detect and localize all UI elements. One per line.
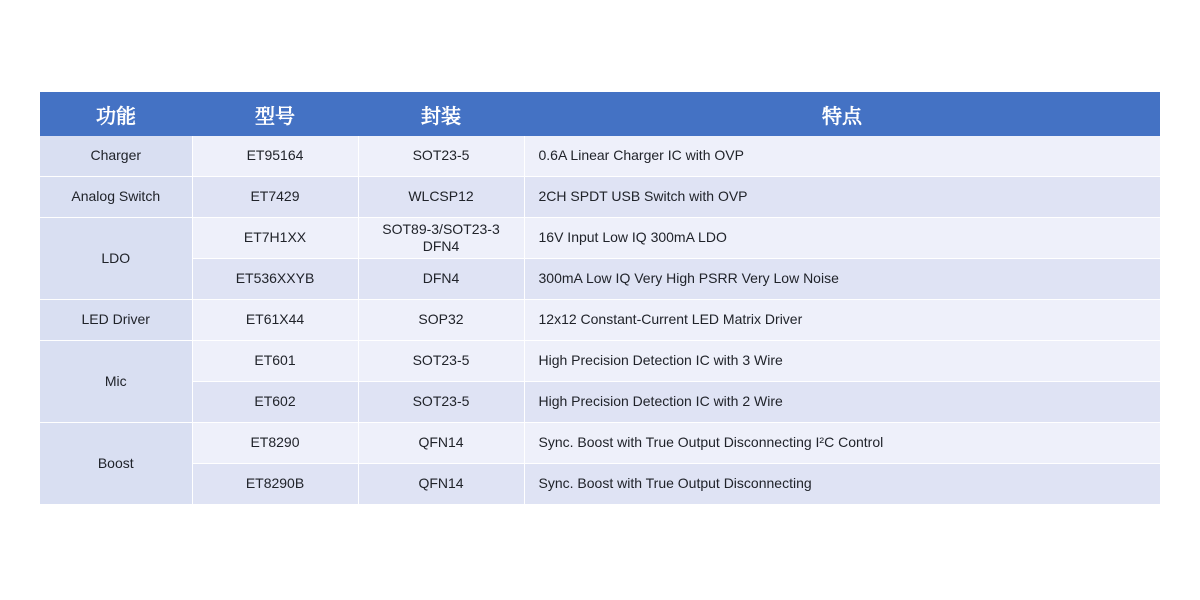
table-header-row	[40, 92, 1160, 136]
cell-model: ET601	[192, 341, 358, 382]
cell-feature: 16V Input Low IQ 300mA LDO	[524, 218, 1160, 259]
cell-model: ET8290	[192, 423, 358, 464]
cell-feature: High Precision Detection IC with 2 Wire	[524, 382, 1160, 423]
cell-feature: Sync. Boost with True Output Disconnecting	[524, 464, 1160, 505]
cell-feature: 12x12 Constant-Current LED Matrix Driver	[524, 300, 1160, 341]
column-header-model: 型号	[192, 92, 358, 136]
cell-function: Mic	[40, 341, 192, 423]
cell-package: SOP32	[358, 300, 524, 341]
cell-model: ET95164	[192, 136, 358, 177]
cell-package: WLCSP12	[358, 177, 524, 218]
cell-package: QFN14	[358, 423, 524, 464]
cell-feature: Sync. Boost with True Output Disconnecting I²C Control	[524, 423, 1160, 464]
cell-package: SOT23-5	[358, 341, 524, 382]
table-row	[40, 464, 1160, 505]
column-header-package: 封装	[358, 92, 524, 136]
cell-model: ET8290B	[192, 464, 358, 505]
cell-model: ET61X44	[192, 300, 358, 341]
cell-package: DFN4	[358, 259, 524, 300]
cell-function: Boost	[40, 423, 192, 505]
table-row	[40, 382, 1160, 423]
table-body	[40, 136, 1160, 505]
product-spec-table	[40, 92, 1161, 505]
cell-package: SOT89-3/SOT23-3 DFN4	[358, 218, 524, 259]
cell-package: SOT23-5	[358, 136, 524, 177]
table-row	[40, 423, 1160, 464]
cell-model: ET7H1XX	[192, 218, 358, 259]
cell-feature: 2CH SPDT USB Switch with OVP	[524, 177, 1160, 218]
table-row	[40, 300, 1160, 341]
cell-function: LDO	[40, 218, 192, 300]
table-row	[40, 259, 1160, 300]
cell-function: Analog Switch	[40, 177, 192, 218]
column-header-features: 特点	[524, 92, 1160, 136]
cell-feature: 0.6A Linear Charger IC with OVP	[524, 136, 1160, 177]
table-row	[40, 136, 1160, 177]
cell-model: ET602	[192, 382, 358, 423]
cell-feature: High Precision Detection IC with 3 Wire	[524, 341, 1160, 382]
table-row	[40, 218, 1160, 259]
table-row	[40, 177, 1160, 218]
table-header	[40, 92, 1160, 136]
cell-package: SOT23-5	[358, 382, 524, 423]
cell-feature: 300mA Low IQ Very High PSRR Very Low Noise	[524, 259, 1160, 300]
table-row	[40, 341, 1160, 382]
cell-function: LED Driver	[40, 300, 192, 341]
cell-package: QFN14	[358, 464, 524, 505]
column-header-function: 功能	[40, 92, 192, 136]
cell-function: Charger	[40, 136, 192, 177]
cell-model: ET536XXYB	[192, 259, 358, 300]
cell-model: ET7429	[192, 177, 358, 218]
